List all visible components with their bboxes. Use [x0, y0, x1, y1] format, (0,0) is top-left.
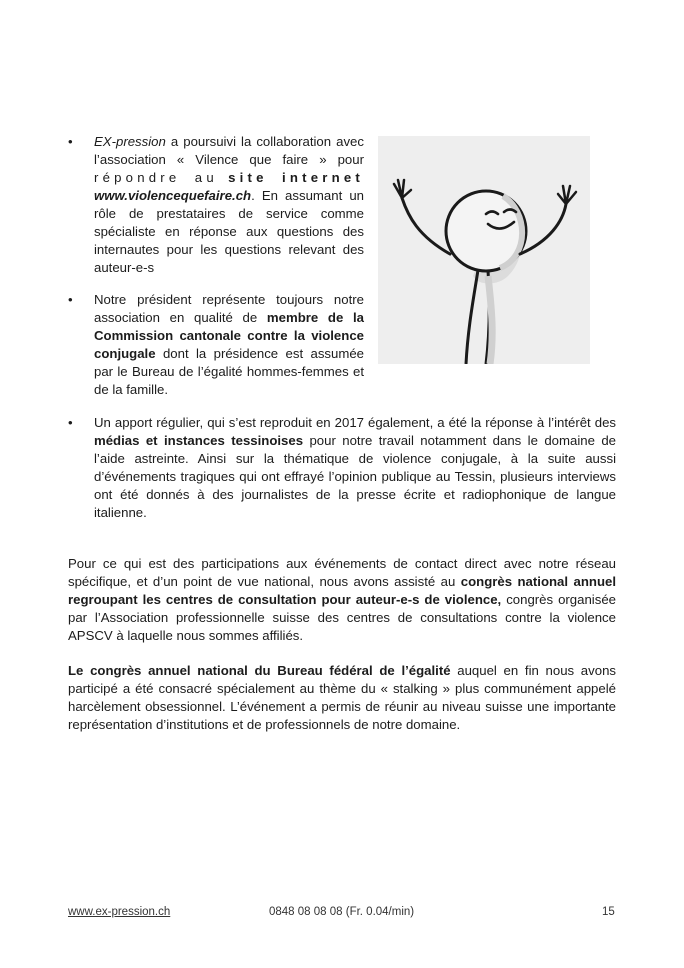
site-label: site internet [228, 170, 364, 185]
footer-website [68, 906, 170, 918]
bullet-marker: • [68, 134, 73, 149]
bullet-text: EX-pression a poursuivi la collaboration avec l’association « Vilence que faire » pour répondre au site internet www.violencequefaire.ch. En assumant un rôle de prestataires de service comme spécialiste en réponse aux questions des internautes pour les questions relevant des auteur-e-s [94, 134, 364, 275]
org-name: EX-pression [94, 134, 166, 149]
footer-phone: 0848 08 08 08 (Fr. 0.04/min) [269, 906, 415, 918]
illustration-cheering-figure [378, 136, 590, 364]
paragraph-national-congress: Pour ce qui est des participations aux événements de contact direct avec notre réseau spécifique, et d’un point de vue national, nous avons assisté au congrès national annuel regroupant les centres de consultation pour auteur-e-s de violence, congrès organisée par l’Association professionnelle suisse des centres de consultations contre la violence APSCV à laquelle nous sommes affiliés. [68, 556, 616, 643]
paragraph-federal-equality-office: Le congrès annuel national du Bureau fédéral de l’égalité auquel en fin nous avons participé a été consacré spécialement au thème du « stalking » plus communément appelé harcèlement obsessionnel. L’événement a permis de réunir au niveau suisse une importante représentation d’institutions et de professionnels de notre domaine. [68, 663, 616, 732]
bullet-item-expression-collaboration [68, 133, 364, 277]
cheering-stick-figure-icon [378, 136, 590, 364]
footer-website-link[interactable]: www.ex-pression.ch [68, 906, 171, 918]
commission-highlight: membre de la Commission cantonale contre la violence conjugale [94, 310, 364, 361]
congress-highlight: congrès national annuel regroupant les centres de consultation pour auteur-e-s de violence, [68, 574, 616, 607]
media-highlight: médias et instances tessinoises [94, 433, 304, 448]
bullet-item-media-ticino [68, 414, 616, 522]
federal-congress-highlight: Le congrès annuel national du Bureau fédéral de l’égalité [68, 663, 451, 678]
bullet-text: Notre président représente toujours notre association en qualité de membre de la Commission cantonale contre la violence conjugale dont la présidence est assumée par le Bureau de l’égalité hommes-femmes et de la famille. [94, 292, 364, 397]
bullet-item-commission [68, 291, 364, 399]
website-link[interactable]: www.violencequefaire.ch [94, 188, 252, 203]
bullet-text: Un apport régulier, qui s’est reproduit en 2017 également, a été la réponse à l’intérêt des médias et instances tessinoises pour notre travail notamment dans le domaine de l’aide astreinte. Ainsi sur la thématique de violence conjugale, à la suite aussi d’événements tragiques qui ont effrayé l’opinion publique au Tessin, plusieurs interviews ont été donnés à des journalistes de la presse écrite et radiophonique de langue italienne. [94, 415, 616, 520]
bullet-marker: • [68, 292, 73, 307]
footer-page-number: 15 [602, 906, 615, 918]
bullet-marker: • [68, 415, 73, 430]
